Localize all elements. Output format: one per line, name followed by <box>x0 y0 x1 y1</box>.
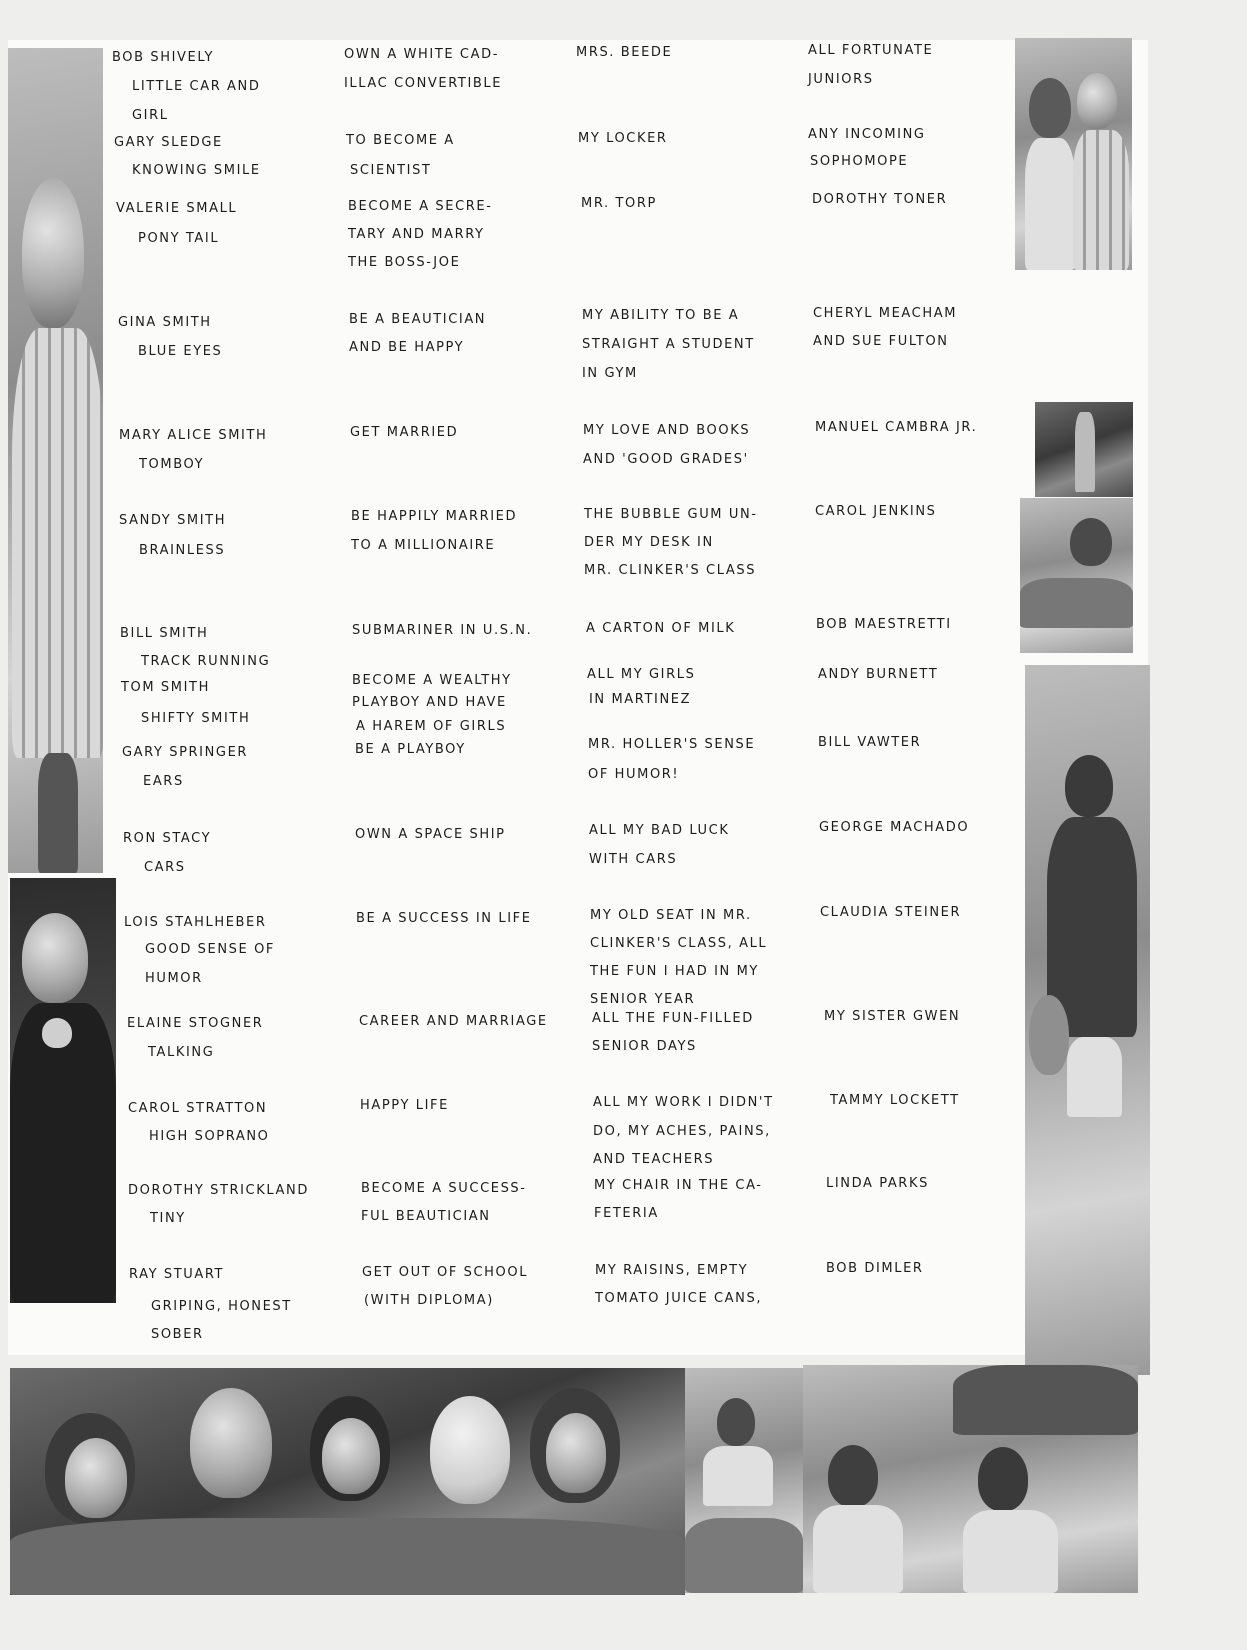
will-text: OF HUMOR! <box>588 767 680 782</box>
will-text: WITH CARS <box>589 852 678 867</box>
recipient-text: ANY INCOMING <box>808 127 926 142</box>
trait-text: TINY <box>150 1211 186 1226</box>
trait-text: SOBER <box>151 1327 204 1342</box>
will-text: MY OLD SEAT IN MR. <box>590 908 752 923</box>
student-name: ELAINE STOGNER <box>127 1016 264 1031</box>
ambition-text: GET OUT OF SCHOOL <box>362 1265 529 1280</box>
ambition-text: A HAREM OF GIRLS <box>356 719 507 734</box>
trait-text: BLUE EYES <box>138 344 223 359</box>
ambition-text: PLAYBOY AND HAVE <box>352 695 507 710</box>
student-name: CAROL STRATTON <box>128 1101 268 1116</box>
ambition-text: HAPPY LIFE <box>360 1098 449 1113</box>
recipient-text: ANDY BURNETT <box>818 667 939 682</box>
student-name: GARY SPRINGER <box>122 745 249 760</box>
student-name: TOM SMITH <box>121 680 210 695</box>
ambition-text: BECOME A SECRE- <box>348 199 493 214</box>
right-photo-reclining-figure <box>1020 498 1133 653</box>
student-name: GINA SMITH <box>118 315 212 330</box>
trait-text: TALKING <box>148 1045 215 1060</box>
trait-text: SHIFTY SMITH <box>141 711 251 726</box>
trait-text: TOMBOY <box>139 457 205 472</box>
recipient-text: CAROL JENKINS <box>815 504 937 519</box>
will-text: MR. HOLLER'S SENSE <box>588 737 756 752</box>
trait-text: CARS <box>144 860 186 875</box>
will-text: FETERIA <box>594 1206 659 1221</box>
will-text: THE BUBBLE GUM UN- <box>584 507 758 522</box>
ambition-text: SCIENTIST <box>350 163 432 178</box>
ambition-text: BE HAPPILY MARRIED <box>351 509 518 524</box>
will-text: MY RAISINS, EMPTY <box>595 1263 749 1278</box>
ambition-text: SUBMARINER IN U.S.N. <box>352 623 533 638</box>
will-text: MR. CLINKER'S CLASS <box>584 563 757 578</box>
recipient-text: BOB MAESTRETTI <box>816 617 952 632</box>
recipient-text: SOPHOMOPE <box>810 154 909 169</box>
bottom-photo-group-of-girls <box>10 1368 685 1595</box>
recipient-text: BOB DIMLER <box>826 1261 924 1276</box>
student-name: LOIS STAHLHEBER <box>124 915 267 930</box>
will-text: TOMATO JUICE CANS, <box>595 1291 763 1306</box>
ambition-text: TARY AND MARRY <box>348 227 485 242</box>
recipient-text: JUNIORS <box>808 72 874 87</box>
will-text: MR. TORP <box>581 196 657 211</box>
trait-text: HUMOR <box>145 971 203 986</box>
student-name: SANDY SMITH <box>119 513 227 528</box>
recipient-text: TAMMY LOCKETT <box>830 1093 960 1108</box>
will-text: IN GYM <box>582 366 638 381</box>
ambition-text: FUL BEAUTICIAN <box>361 1209 491 1224</box>
trait-text: TRACK RUNNING <box>141 654 271 669</box>
right-photo-dancers-legs <box>1035 402 1133 497</box>
will-text: THE FUN I HAD IN MY <box>590 964 759 979</box>
recipient-text: MY SISTER GWEN <box>824 1009 961 1024</box>
ambition-text: OWN A WHITE CAD- <box>344 47 499 62</box>
will-text: ALL MY BAD LUCK <box>589 823 730 838</box>
recipient-text: AND SUE FULTON <box>813 334 949 349</box>
ambition-text: BECOME A WEALTHY <box>352 673 512 688</box>
trait-text: GRIPING, HONEST <box>151 1299 292 1314</box>
trait-text: EARS <box>143 774 184 789</box>
will-text: MY LOVE AND BOOKS <box>583 423 751 438</box>
right-photo-dancing-couple <box>1015 38 1132 270</box>
right-photo-boy-in-sweater <box>1025 665 1150 1375</box>
will-text: MY LOCKER <box>578 131 668 146</box>
trait-text: GOOD SENSE OF <box>145 942 275 957</box>
ambition-text: TO BECOME A <box>346 133 455 148</box>
will-text: STRAIGHT A STUDENT <box>582 337 755 352</box>
bottom-photo-cafeteria <box>685 1368 803 1593</box>
ambition-text: GET MARRIED <box>350 425 459 440</box>
trait-text: BRAINLESS <box>139 543 226 558</box>
will-text: DER MY DESK IN <box>584 535 714 550</box>
trait-text: LITTLE CAR AND <box>132 79 261 94</box>
recipient-text: BILL VAWTER <box>818 735 922 750</box>
will-text: IN MARTINEZ <box>589 692 692 707</box>
will-text: DO, MY ACHES, PAINS, <box>593 1124 771 1139</box>
recipient-text: GEORGE MACHADO <box>819 820 970 835</box>
bottom-photo-boys-outdoors <box>803 1365 1138 1593</box>
student-name: GARY SLEDGE <box>114 135 223 150</box>
will-text: SENIOR YEAR <box>590 992 696 1007</box>
will-text: A CARTON OF MILK <box>586 621 736 636</box>
recipient-text: LINDA PARKS <box>826 1176 929 1191</box>
trait-text: HIGH SOPRANO <box>149 1129 270 1144</box>
student-name: RON STACY <box>123 831 212 846</box>
will-text: MRS. BEEDE <box>576 45 673 60</box>
ambition-text: BE A PLAYBOY <box>355 742 466 757</box>
ambition-text: AND BE HAPPY <box>349 340 465 355</box>
trait-text: GIRL <box>132 108 169 123</box>
will-text: AND 'GOOD GRADES' <box>583 452 749 467</box>
ambition-text: TO A MILLIONAIRE <box>351 538 496 553</box>
recipient-text: ALL FORTUNATE <box>808 43 934 58</box>
will-text: MY ABILITY TO BE A <box>582 308 740 323</box>
student-name: RAY STUART <box>129 1267 225 1282</box>
ambition-text: CAREER AND MARRIAGE <box>359 1014 548 1029</box>
student-name: BOB SHIVELY <box>112 50 214 65</box>
trait-text: PONY TAIL <box>138 231 220 246</box>
recipient-text: CLAUDIA STEINER <box>820 905 962 920</box>
ambition-text: ILLAC CONVERTIBLE <box>344 76 503 91</box>
ambition-text: BE A SUCCESS IN LIFE <box>356 911 532 926</box>
ambition-text: THE BOSS-JOE <box>348 255 461 270</box>
trait-text: KNOWING SMILE <box>132 163 261 178</box>
ambition-text: OWN A SPACE SHIP <box>355 827 506 842</box>
will-text: ALL MY GIRLS <box>587 667 696 682</box>
left-photo-girl-portrait <box>10 878 116 1303</box>
will-text: ALL THE FUN-FILLED <box>592 1011 754 1026</box>
will-text: MY CHAIR IN THE CA- <box>594 1178 763 1193</box>
will-text: CLINKER'S CLASS, ALL <box>590 936 768 951</box>
student-name: VALERIE SMALL <box>116 201 238 216</box>
recipient-text: DOROTHY TONER <box>812 192 948 207</box>
will-text: SENIOR DAYS <box>592 1039 697 1054</box>
ambition-text: (WITH DIPLOMA) <box>364 1293 494 1308</box>
student-name: MARY ALICE SMITH <box>119 428 268 443</box>
student-name: DOROTHY STRICKLAND <box>128 1183 309 1198</box>
recipient-text: CHERYL MEACHAM <box>813 306 958 321</box>
will-text: ALL MY WORK I DIDN'T <box>593 1095 774 1110</box>
ambition-text: BECOME A SUCCESS- <box>361 1181 527 1196</box>
will-text: AND TEACHERS <box>593 1152 715 1167</box>
recipient-text: MANUEL CAMBRA JR. <box>815 420 978 435</box>
left-photo-girl-surprised <box>8 48 103 873</box>
student-name: BILL SMITH <box>120 626 209 641</box>
ambition-text: BE A BEAUTICIAN <box>349 312 487 327</box>
